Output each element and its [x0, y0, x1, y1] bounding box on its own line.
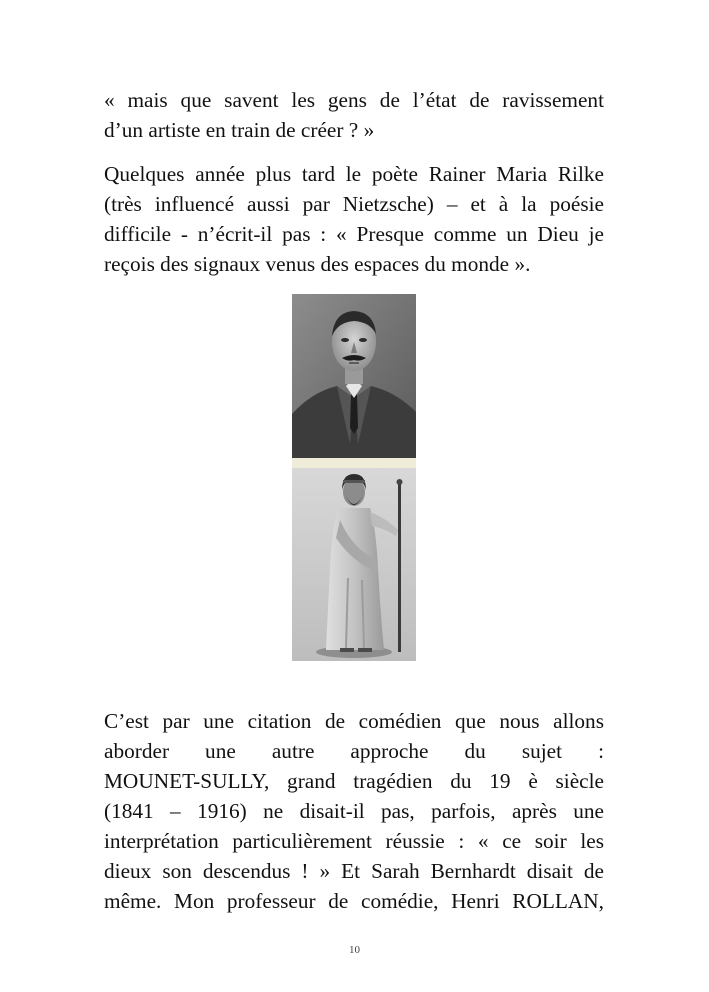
text-line: (1841 – 1916) ne disait-il pas, parfois, après une — [104, 799, 604, 823]
paragraph-mounet-sully — [104, 706, 604, 916]
costume-photo-mounet-sully — [292, 468, 416, 661]
text-line: difficile - n’écrit-il pas : « Presque comme un Dieu je — [104, 222, 604, 246]
text-line: reçois des signaux venus des espaces du monde ». — [104, 252, 531, 276]
text-line: d’un artiste en train de créer ? » — [104, 118, 375, 142]
paragraph-rilke — [104, 159, 604, 279]
text-line: (très influencé aussi par Nietzsche) – et à la poésie — [104, 192, 604, 216]
text-line: même. Mon professeur de comédie, Henri ROLLAN, — [104, 889, 604, 913]
text-line: C’est par une citation de comédien que nous allons — [104, 709, 604, 733]
text-line: aborder une autre approche du sujet : — [104, 739, 604, 763]
text-line: MOUNET-SULLY, grand tragédien du 19 è siècle — [104, 769, 604, 793]
portrait-photo-rilke — [292, 294, 416, 458]
text-line: dieux son descendus ! » Et Sarah Bernhardt disait de — [104, 859, 604, 883]
text-line: Quelques année plus tard le poète Rainer Maria Rilke — [104, 162, 604, 186]
page-number: 10 — [349, 944, 360, 956]
text-line: interprétation particulièrement réussie : « ce soir les — [104, 829, 604, 853]
text-line: « mais que savent les gens de l’état de ravissement — [104, 88, 604, 112]
paragraph-quote-ravissement — [104, 85, 604, 145]
photo-separator — [292, 458, 416, 468]
